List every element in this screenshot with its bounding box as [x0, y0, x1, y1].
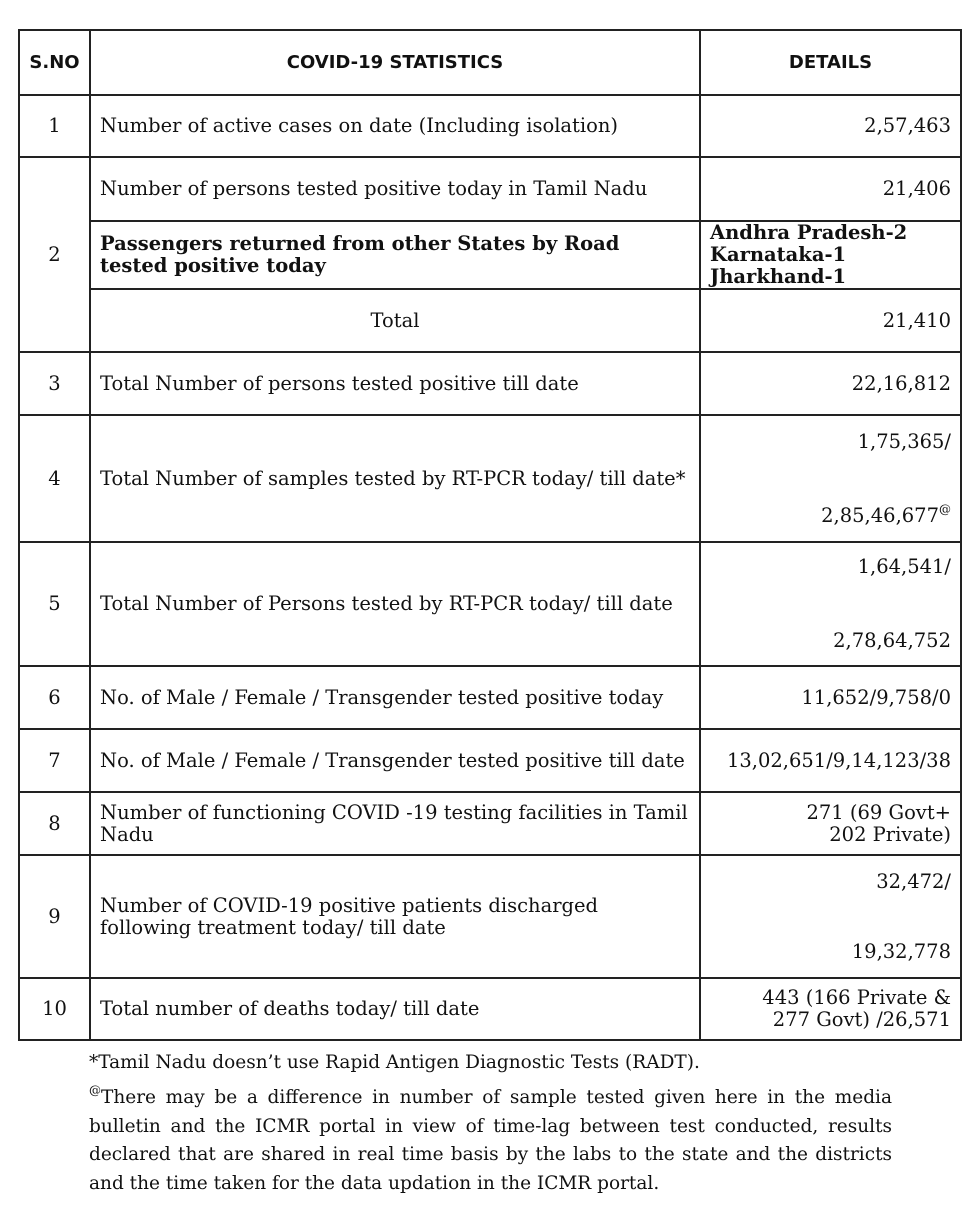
table-row	[19, 415, 961, 542]
row-label: Number of COVID-19 positive patients discharged following treatment today/ till date	[90, 855, 700, 978]
value-today: 1,75,365/	[857, 429, 951, 453]
row-label: Total Number of Persons tested by RT-PCR today/ till date	[90, 542, 700, 666]
row-value: 21,406	[700, 157, 961, 221]
header-details: DETAILS	[700, 30, 961, 95]
table-row	[19, 855, 961, 978]
row-number: 4	[19, 415, 90, 542]
row-label: Total number of deaths today/ till date	[90, 978, 700, 1040]
row-number: 2	[19, 157, 90, 352]
state-breakdown	[700, 221, 961, 289]
row-number: 5	[19, 542, 90, 666]
table-row	[19, 95, 961, 157]
row-number: 9	[19, 855, 90, 978]
value-total: 2,85,46,677@	[821, 501, 951, 527]
value-line: 277 Govt) /26,571	[772, 1008, 951, 1031]
row-number: 7	[19, 729, 90, 792]
value-line: 443 (166 Private &	[762, 986, 951, 1009]
row-value	[700, 415, 961, 542]
row-value: 2,57,463	[700, 95, 961, 157]
value-line: 271 (69 Govt+	[806, 800, 951, 824]
row-label: Number of persons tested positive today in Tamil Nadu	[90, 157, 700, 221]
at-mark: @	[939, 501, 951, 516]
table-header-row	[19, 30, 961, 95]
row-value	[700, 855, 961, 978]
state-line: Karnataka-1	[710, 243, 847, 266]
row-number: 3	[19, 352, 90, 415]
row-number: 8	[19, 792, 90, 855]
row-label: Number of active cases on date (Including isolation)	[90, 95, 700, 157]
table-row	[19, 792, 961, 855]
row-label: No. of Male / Female / Transgender tested positive today	[90, 666, 700, 729]
at-mark: @	[89, 1083, 101, 1097]
row-label: Total Number of samples tested by RT-PCR today/ till date*	[90, 415, 700, 542]
value-today: 32,472/	[876, 869, 951, 893]
state-line: Andhra Pradesh-2	[710, 221, 908, 244]
row-label: No. of Male / Female / Transgender tested positive till date	[90, 729, 700, 792]
row-label: Total	[90, 289, 700, 352]
footnote-radt: *Tamil Nadu doesn’t use Rapid Antigen Diagnostic Tests (RADT).	[89, 1052, 700, 1073]
value-total: 19,32,778	[851, 939, 951, 963]
table-row	[19, 729, 961, 792]
row-value	[700, 542, 961, 666]
footnote-icmr: @There may be a difference in number of sample tested given here in the media bulletin and the ICMR portal in view of time-lag between test conducted, results declared that are shared in real time basis by the labs to the state and the districts and the time taken for the data updation in the ICMR portal.	[89, 1083, 892, 1194]
covid-statistics-table	[18, 29, 962, 1041]
table-row	[19, 666, 961, 729]
row-label: Number of functioning COVID -19 testing facilities in Tamil Nadu	[90, 792, 700, 855]
table-row	[19, 542, 961, 666]
row-number: 6	[19, 666, 90, 729]
table-row	[19, 352, 961, 415]
row-label: Passengers returned from other States by Road tested positive today	[90, 221, 700, 289]
row-value	[700, 978, 961, 1040]
row-value: 11,652/9,758/0	[700, 666, 961, 729]
header-sno: S.NO	[19, 30, 90, 95]
row-label: Total Number of persons tested positive till date	[90, 352, 700, 415]
table-row	[19, 221, 961, 289]
table-row	[19, 289, 961, 352]
row-value	[700, 792, 961, 855]
row-number: 10	[19, 978, 90, 1040]
row-value: 21,410	[700, 289, 961, 352]
row-value: 13,02,651/9,14,123/38	[700, 729, 961, 792]
table-row	[19, 978, 961, 1040]
state-line: Jharkhand-1	[710, 265, 847, 288]
value-line: 202 Private)	[829, 822, 951, 846]
value-total: 2,78,64,752	[833, 629, 951, 652]
row-value: 22,16,812	[700, 352, 961, 415]
table-row	[19, 157, 961, 221]
row-number: 1	[19, 95, 90, 157]
header-statistics: COVID-19 STATISTICS	[90, 30, 700, 95]
value-today: 1,64,541/	[857, 555, 951, 578]
